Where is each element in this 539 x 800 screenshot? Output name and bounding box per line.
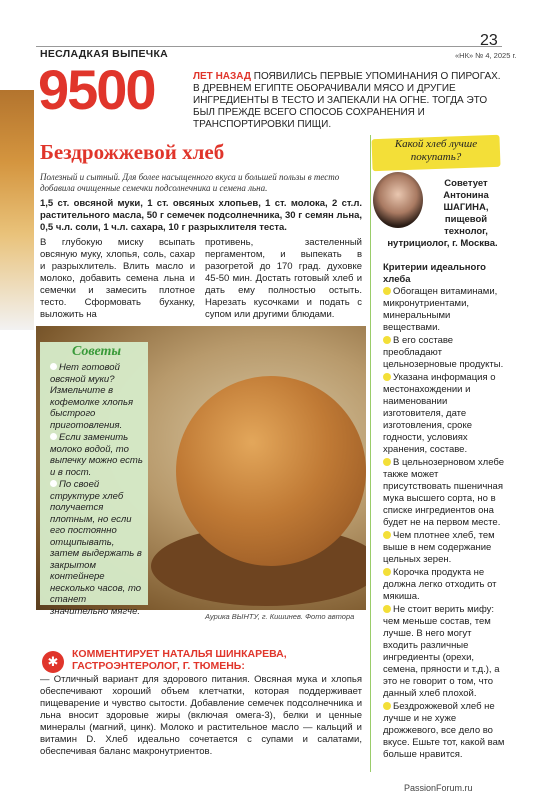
criteria-list xyxy=(383,286,507,762)
comment-heading: КОММЕНТИРУЕТ НАТАЛЬЯ ШИНКАРЕВА, ГАСТРОЭНТЕРОЛОГ, Г. ТЮМЕНЬ: xyxy=(72,648,287,672)
criteria-item: В цельнозерновом хлебе также может присутствовать пшеничная мука высшего сорта, но в списке ингредиентов она будет не на первом месте. xyxy=(383,457,505,528)
page-number: 23 xyxy=(480,32,498,49)
plus-icon xyxy=(383,568,391,576)
criteria-item: Обогащен витаминами, микронутриентами, минеральными веществами. xyxy=(383,286,498,333)
tips-title: Советы xyxy=(72,344,122,359)
big-number: 9500 xyxy=(38,58,155,121)
recipe-method-col1: В глубокую миску всыпать овсяную муку, хлопья, соль, сахар и разрыхлитель. Влить масло и молоко, добавить семена льна и семечки и замесить плотное тесто. Сформовать буханку, выложить на xyxy=(40,237,195,320)
criteria-item: В его составе преобладают цельнозерновые продукты. xyxy=(383,335,504,370)
issue-label: «НК» № 4, 2025 г. xyxy=(455,51,517,60)
comment-badge-icon: ✱ xyxy=(42,651,64,673)
plus-icon xyxy=(383,458,391,466)
recipe-subtitle: Полезный и сытный. Для более насыщенного вкуса и большей пользы в тесто добавила очищенные семечки подсолнечника и семена льна. xyxy=(40,172,340,193)
plus-icon xyxy=(383,531,391,539)
header-rule xyxy=(36,46,502,47)
bullet-icon xyxy=(50,480,57,487)
bullet-icon xyxy=(50,433,57,440)
plus-icon xyxy=(383,702,391,710)
criteria-item: Чем плотнее хлеб, тем выше в нем содержание цельных зерен. xyxy=(383,530,495,565)
photo-credit: Аурика ВЫНТУ, г. Кишинев. Фото автора xyxy=(205,612,355,621)
watermark: PassionForum.ru xyxy=(404,783,473,793)
bread-loaf xyxy=(176,376,366,566)
tips-list xyxy=(50,362,146,618)
bullet-icon xyxy=(50,363,57,370)
advisor-avatar xyxy=(373,172,423,228)
recipe-ingredients: 1,5 ст. овсяной муки, 1 ст. овсяных хлопьев, 1 ст. молока, 2 ст.л. растительного масла, 50 г семечек подсолнечника, 30 г семян льна, 0,5 ч.л. соли, 1 ч.л. сахара, 10 г разрыхлителя теста. xyxy=(40,198,362,233)
recipe-title: Бездрожжевой хлеб xyxy=(40,140,225,164)
intro-body: ПОЯВИЛИСЬ ПЕРВЫЕ УПОМИНАНИЯ О ПИРОГАХ. В ДРЕВНЕМ ЕГИПТЕ ОБОРАЧИВАЛИ МЯСО И ДРУГИЕ ИНГРЕДИЕНТЫ В ТЕСТО И ЗАПЕКАЛИ НА ОГНЕ. ТОГДА ЭТО БЫЛ ПРЕЖДЕ ВСЕГО СПОСОБ СОХРАНЕНИЯ И ТРАНСПОРТИРОВКИ ПИЩИ. xyxy=(193,71,501,130)
tip-item: Если заменить молоко водой, то выпечку можно есть и в пост. xyxy=(50,432,143,478)
criteria-item: Указана информация о местонахождении и наименовании изготовителя, дате изготовления, сроке годности, условиях хранения, составе. xyxy=(383,372,496,455)
criteria-item: Не стоит верить мифу: чем меньше состав, тем лучше. В него могут входить различные ингредиенты (орехи, семена, пряности и т.д.), а это не говорит о том, что данный хлеб плохой. xyxy=(383,604,500,699)
criteria-item: Бездрожжевой хлеб не лучше и не хуже дрожжевого, все дело во вкусе. Ешьте тот, какой вам больше нравится. xyxy=(383,701,505,760)
question-text: Какой хлеб лучше покупать? xyxy=(394,138,478,163)
advisor-name: Советует Антонина ШАГИНА, пищевой технолог, xyxy=(443,178,489,237)
intro-text xyxy=(193,71,505,131)
advisor-role: нутрициолог, г. Москва. xyxy=(387,238,498,249)
criteria-item: Корочка продукта не должна легко отходить от мякиша. xyxy=(383,567,497,602)
plus-icon xyxy=(383,373,391,381)
comment-body: — Отличный вариант для здорового питания. Овсяная мука и хлопья обеспечивают хороший объем клетчатки, которая поддерживает пищеварение и чувство сытости. Добавление семечек подсолнечника и льна вносит здоровые жиры (включая омега-3), белки и ценные минералы (магний, цинк). Молоко и растительное масло — кальций и витамин D. Хлеб идеально сочетается с супами и салатами, обеспечивая баланс макронутриентов. xyxy=(40,674,362,757)
recipe-method-col2: противень, застеленный пергаментом, и выпекать в разогретой до 170 град. духовке 45-50 мин. Достать готовый хлеб и дать ему полностью остыть. Нарезать кусочками и подать с супом или другими блюдами. xyxy=(205,237,362,320)
tip-item: По своей структуре хлеб получается плотным, но если его постоянно отщипывать, затем выдержать в закрытом контейнере несколько часов, то станет значительно мягче. xyxy=(50,479,142,617)
criteria-heading: Критерии идеального хлеба xyxy=(383,262,486,285)
decorative-photo-strip xyxy=(0,90,34,330)
plus-icon xyxy=(383,287,391,295)
tip-item: Нет готовой овсяной муки? Измельчите в кофемолке хлопья быстрого приготовления. xyxy=(50,362,134,431)
intro-lead: ЛЕТ НАЗАД xyxy=(193,71,251,82)
plus-icon xyxy=(383,605,391,613)
section-title: НЕСЛАДКАЯ ВЫПЕЧКА xyxy=(40,48,169,60)
plus-icon xyxy=(383,336,391,344)
